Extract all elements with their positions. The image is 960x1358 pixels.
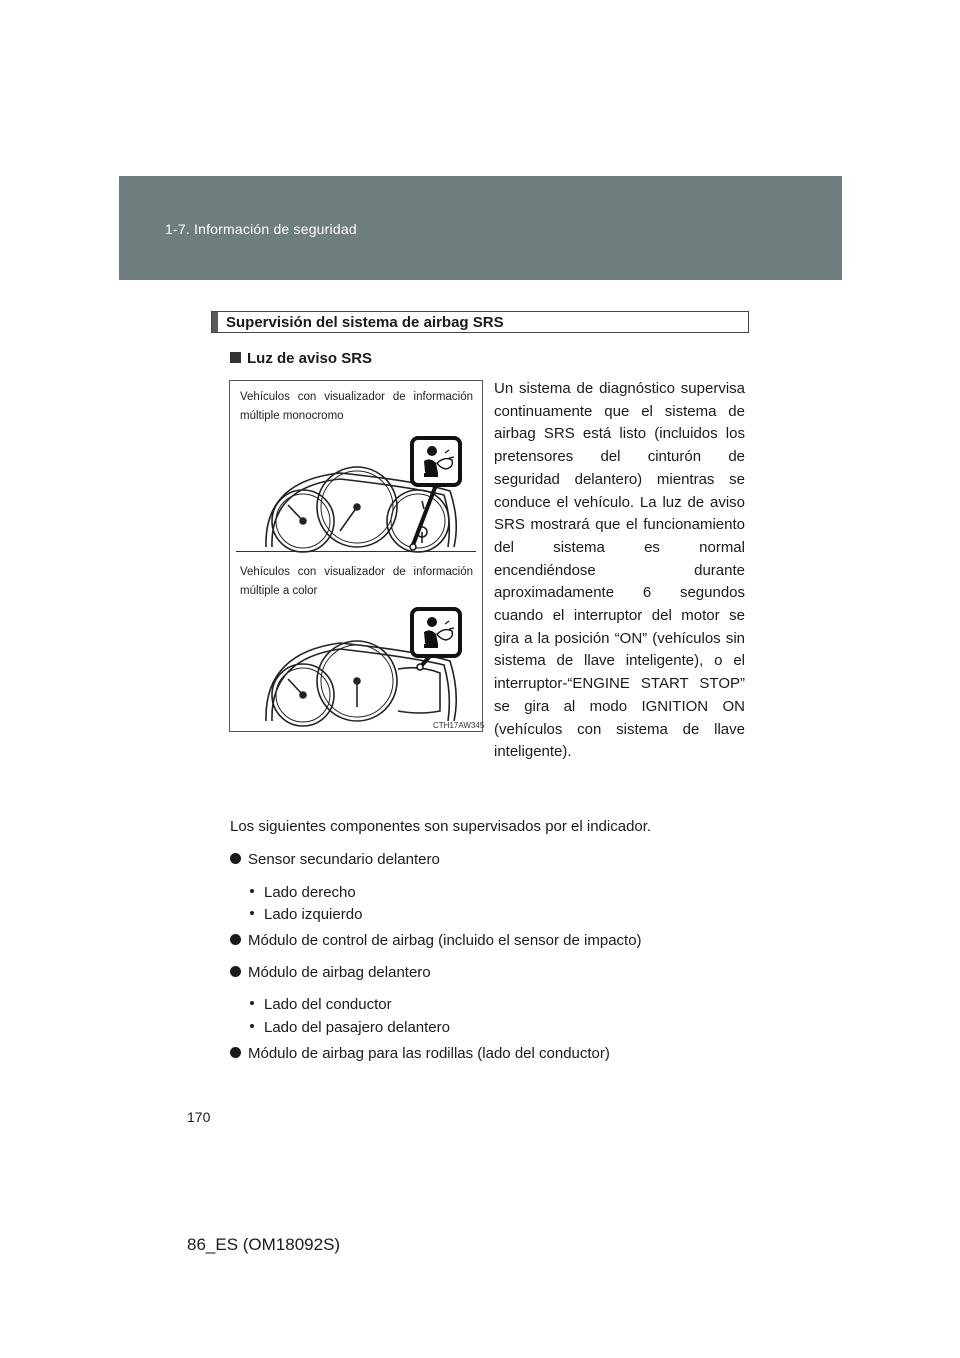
component-label: Sensor secundario delantero (248, 851, 440, 868)
component-item (230, 964, 431, 981)
bullet-dot-icon (230, 966, 241, 977)
sub-bullet-icon (250, 1024, 254, 1028)
cluster-illustration (230, 381, 484, 733)
square-bullet-icon (230, 352, 241, 363)
intro-paragraph: Un sistema de diagnóstico supervisa continuamente que el sistema de airbag SRS está listo (incluidos los pretensores del cinturón de seguridad delantero) mientras se conduce el vehículo. La luz de aviso SRS mostrará que el funcionamiento del sistema es normal encendiéndose durante aproximadamente 6 segundos cuando el interruptor del motor se gira a la posición “ON” (vehículos sin sistema de llave inteligente), o el interruptor-“ENGINE START STOP” se gira al modo IGNITION ON (vehículos con sistema de llave inteligente). (494, 380, 745, 761)
bullet-dot-icon (230, 853, 241, 864)
subheading-text: Luz de aviso SRS (247, 350, 373, 367)
page-number: 170 (187, 1109, 211, 1125)
component-subitem (250, 996, 392, 1013)
figure-caption-mono: Vehículos con visualizador de información múltiple monocromo (240, 391, 473, 422)
section-title: Supervisión del sistema de airbag SRS (226, 314, 504, 331)
component-item (230, 1045, 610, 1062)
component-label: Módulo de control de airbag (incluido el sensor de impacto) (248, 932, 642, 949)
sub-bullet-icon (250, 911, 254, 915)
components-intro: Los siguientes componentes son supervisados por el indicador. (230, 818, 652, 835)
component-subitem-label: Lado del pasajero delantero (264, 1019, 450, 1036)
bullet-dot-icon (230, 1047, 241, 1058)
instrument-cluster-figure (229, 380, 483, 732)
document-code: 86_ES (OM18092S) (187, 1235, 341, 1254)
airbag-callout-color (412, 609, 460, 670)
bullet-dot-icon (230, 934, 241, 945)
component-subitem (250, 1019, 450, 1036)
component-label: Módulo de airbag para las rodillas (lado del conductor) (248, 1045, 610, 1062)
component-label: Módulo de airbag delantero (248, 964, 431, 981)
component-subitem (250, 884, 356, 901)
subheading (230, 350, 372, 367)
sub-bullet-icon (250, 1001, 254, 1005)
component-subitem-label: Lado izquierdo (264, 906, 363, 923)
header-band (119, 176, 842, 280)
component-item (230, 851, 440, 868)
chapter-title: 1-7. Información de seguridad (165, 221, 357, 237)
section-heading-box (211, 311, 749, 333)
component-item (230, 932, 642, 949)
component-subitem-label: Lado derecho (264, 884, 356, 901)
section-heading-bar (212, 312, 218, 332)
sub-bullet-icon (250, 889, 254, 893)
figure-code: CTH17AW345 (433, 721, 485, 730)
component-subitem (250, 906, 362, 923)
figure-caption-color: Vehículos con visualizador de información múltiple a color (240, 566, 473, 597)
component-subitem-label: Lado del conductor (264, 996, 392, 1013)
